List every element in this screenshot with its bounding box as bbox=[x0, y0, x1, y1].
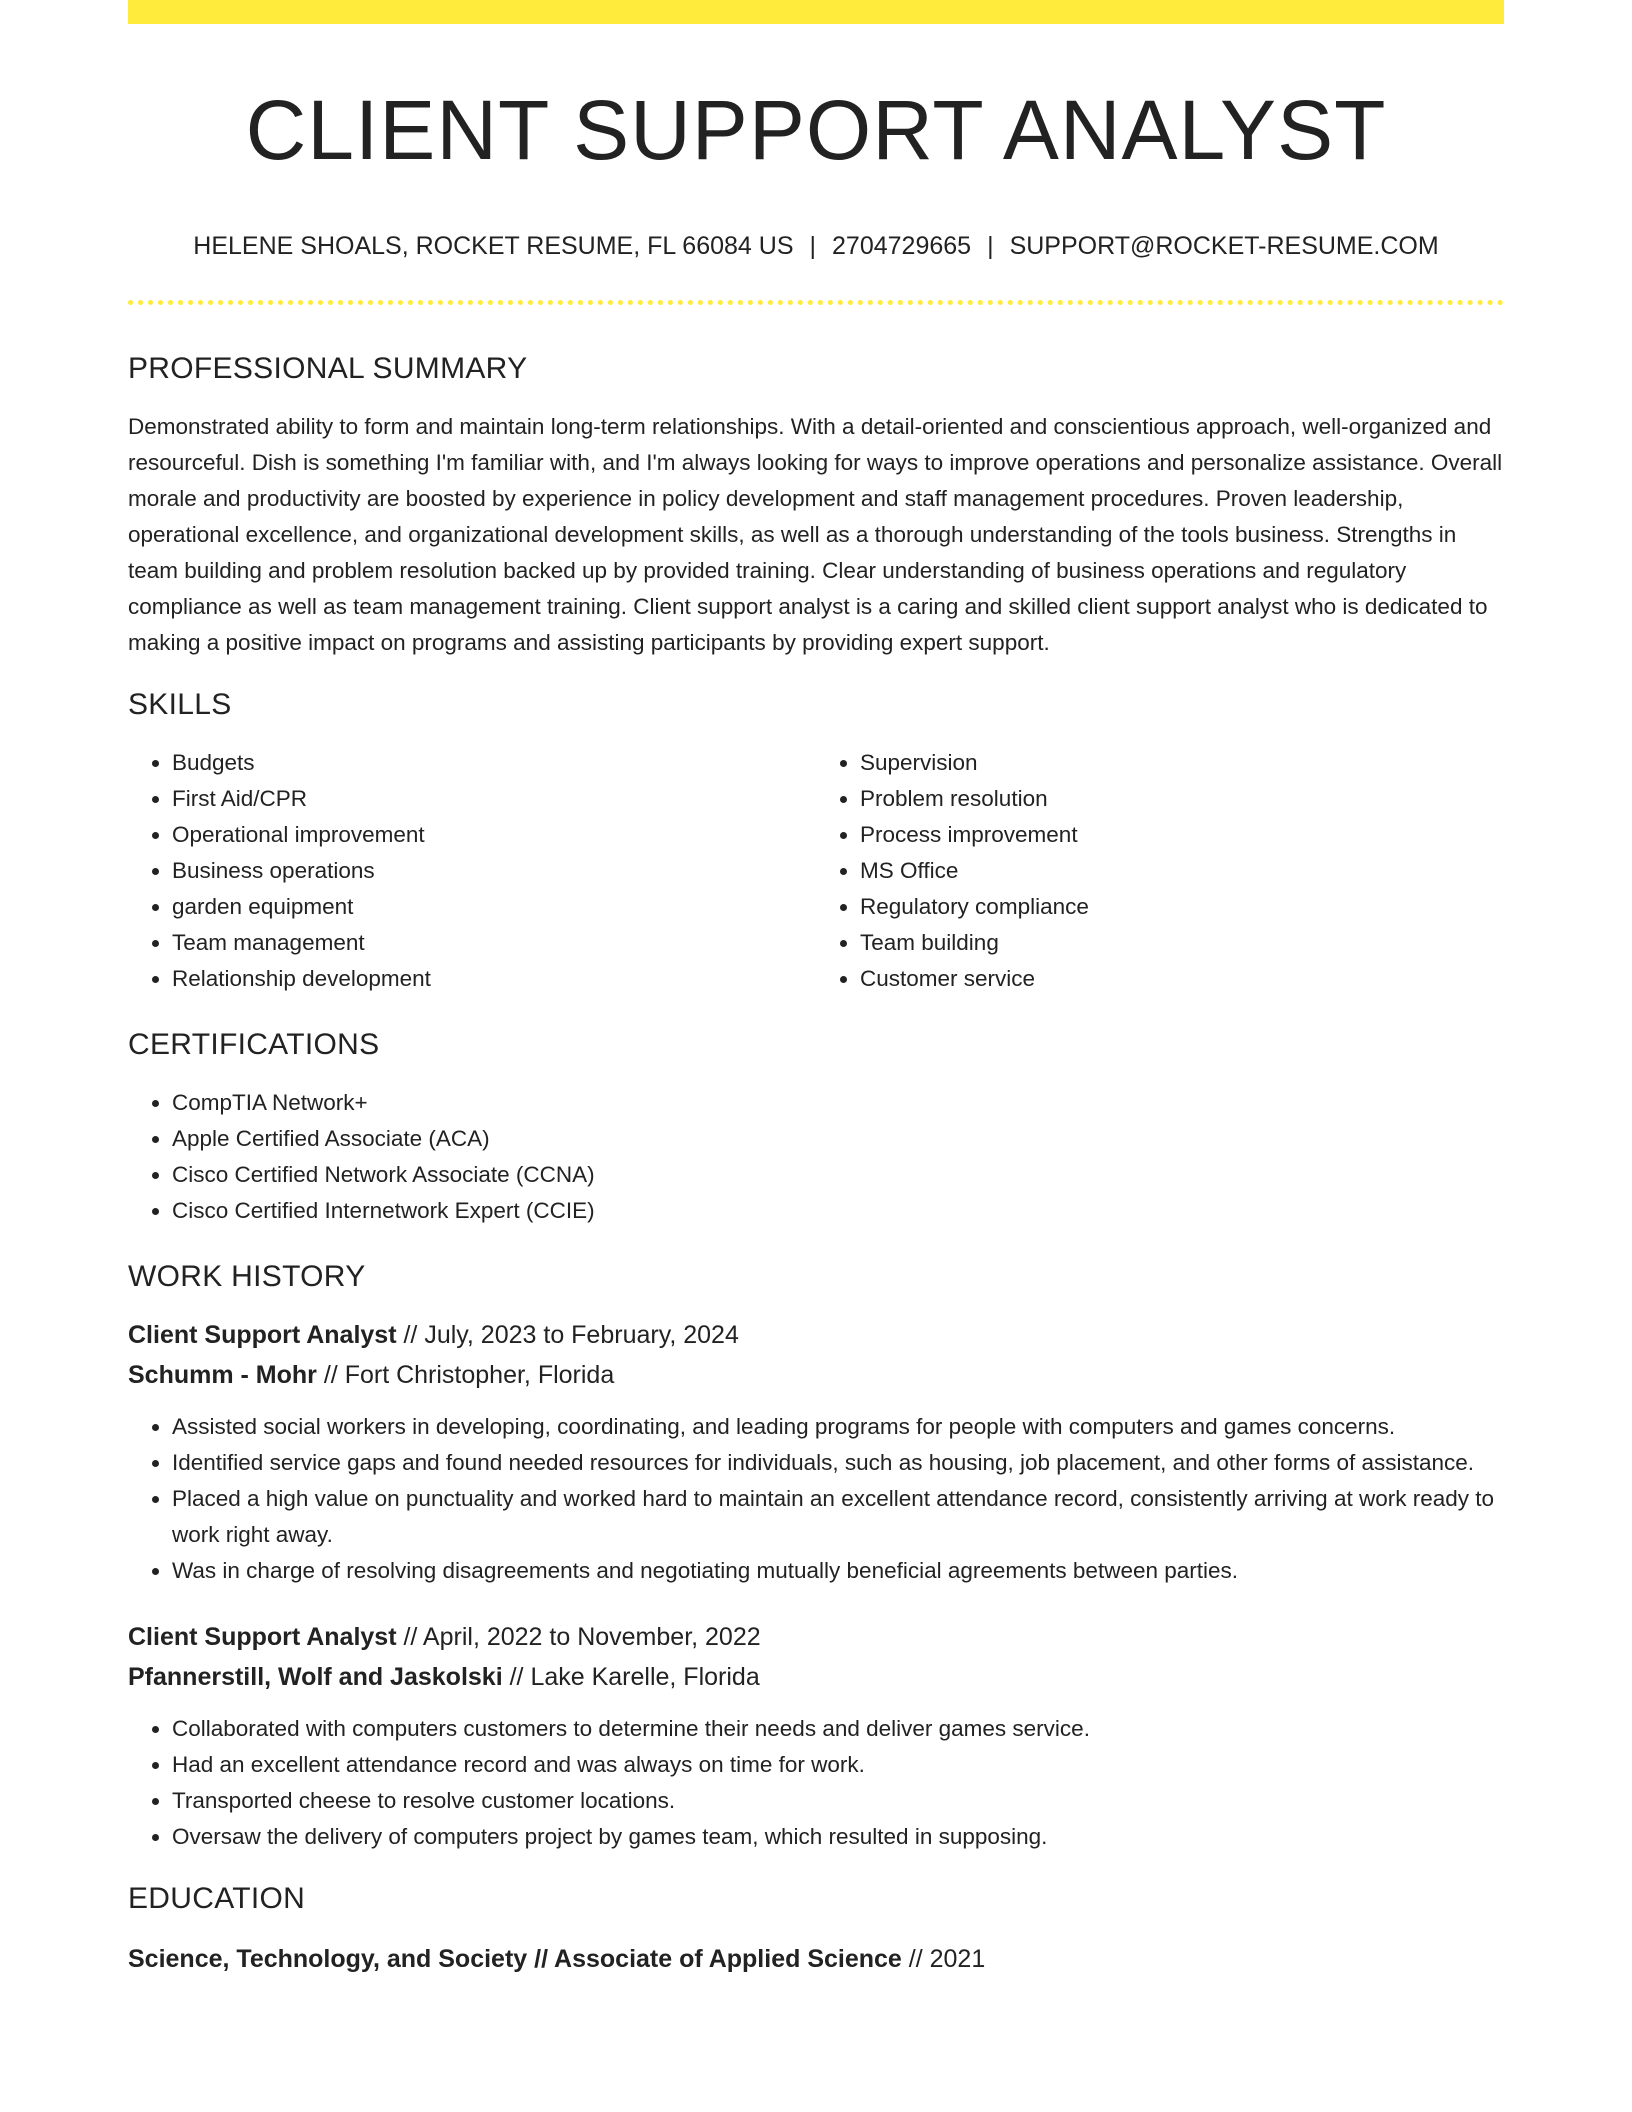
skill-item: • Team management bbox=[172, 925, 816, 961]
skill-item: • Supervision bbox=[860, 745, 1504, 781]
job-bullet: • Transported cheese to resolve customer locations. bbox=[172, 1783, 1504, 1819]
resume-page bbox=[128, 0, 1504, 1979]
skill-item: • Business operations bbox=[172, 853, 816, 889]
certification-item: • Apple Certified Associate (ACA) bbox=[172, 1121, 1504, 1157]
job-location: // Lake Karelle, Florida bbox=[502, 1663, 760, 1691]
skills-list-left bbox=[128, 745, 816, 997]
job-bullet: • Collaborated with computers customers to determine their needs and deliver games service. bbox=[172, 1711, 1504, 1747]
certification-item: • Cisco Certified Network Associate (CCNA) bbox=[172, 1157, 1504, 1193]
resume-title: CLIENT SUPPORT ANALYST bbox=[245, 83, 1387, 177]
skill-item: • Operational improvement bbox=[172, 817, 816, 853]
skill-item: • Team building bbox=[860, 925, 1504, 961]
job-dates: // April, 2022 to November, 2022 bbox=[396, 1623, 761, 1651]
skill-item: • garden equipment bbox=[172, 889, 816, 925]
job-title: Client Support Analyst bbox=[128, 1623, 397, 1651]
certification-item: • CompTIA Network+ bbox=[172, 1085, 1504, 1121]
accent-bar bbox=[128, 0, 1504, 24]
job-location: // Fort Christopher, Florida bbox=[316, 1361, 615, 1389]
certification-item: • Cisco Certified Internetwork Expert (CCIE) bbox=[172, 1193, 1504, 1229]
job-entry bbox=[128, 1315, 1504, 1589]
contact-email: SUPPORT@ROCKET-RESUME.COM bbox=[1009, 232, 1439, 260]
skill-item: • First Aid/CPR bbox=[172, 781, 816, 817]
skill-item: • Problem resolution bbox=[860, 781, 1504, 817]
job-bullet: • Placed a high value on punctuality and worked hard to maintain an excellent attendance record, consistently arriving at work ready to work right away. bbox=[172, 1481, 1504, 1553]
job-bullets bbox=[128, 1711, 1504, 1855]
job-bullet: • Identified service gaps and found needed resources for individuals, such as housing, job placement, and other forms of assistance. bbox=[172, 1445, 1504, 1481]
job-title-line bbox=[128, 1617, 1504, 1657]
skill-item: • Budgets bbox=[172, 745, 816, 781]
contact-address: HELENE SHOALS, ROCKET RESUME, FL 66084 US bbox=[193, 232, 794, 260]
summary-text: Demonstrated ability to form and maintain long-term relationships. With a detail-oriented and conscientious approach, well-organized and resourceful. Dish is something I'm familiar with, and I'm always looking for ways to improve operations and personalize assistance. Overall morale and productivity are boosted by experience in policy development and staff management procedures. Proven leadership, operational excellence, and organizational development skills, as well as a thorough understanding of the tools business. Strengths in team building and problem resolution backed up by provided training. Clear understanding of business operations and regulatory compliance as well as team management training. Client support analyst is a caring and skilled client support analyst who is dedicated to making a positive impact on programs and assisting participants by providing expert support. bbox=[128, 414, 1503, 655]
education-year: // 2021 bbox=[901, 1945, 986, 1973]
job-company-line bbox=[128, 1657, 1504, 1697]
job-company: Schumm - Mohr bbox=[128, 1361, 317, 1389]
job-bullet: • Was in charge of resolving disagreements and negotiating mutually beneficial agreements between parties. bbox=[172, 1553, 1504, 1589]
skills-list-right bbox=[816, 745, 1504, 997]
skills-heading: SKILLS bbox=[128, 688, 232, 721]
education-degree: Science, Technology, and Society // Associate of Applied Science bbox=[128, 1945, 902, 1973]
education-heading: EDUCATION bbox=[128, 1882, 306, 1915]
job-bullet: • Assisted social workers in developing, coordinating, and leading programs for people with computers and games concerns. bbox=[172, 1409, 1504, 1445]
certifications-heading: CERTIFICATIONS bbox=[128, 1028, 380, 1061]
job-dates: // July, 2023 to February, 2024 bbox=[396, 1321, 739, 1349]
job-title-line bbox=[128, 1315, 1504, 1355]
contact-phone: 2704729665 bbox=[832, 232, 972, 260]
summary-heading: PROFESSIONAL SUMMARY bbox=[128, 352, 528, 385]
job-company-line bbox=[128, 1355, 1504, 1395]
job-bullet: • Oversaw the delivery of computers project by games team, which resulted in supposing. bbox=[172, 1819, 1504, 1855]
skills-columns bbox=[128, 745, 1504, 997]
skill-item: • Regulatory compliance bbox=[860, 889, 1504, 925]
work-history-heading: WORK HISTORY bbox=[128, 1260, 366, 1293]
job-bullet: • Had an excellent attendance record and was always on time for work. bbox=[172, 1747, 1504, 1783]
skill-item: • MS Office bbox=[860, 853, 1504, 889]
skill-item: • Relationship development bbox=[172, 961, 816, 997]
education-entry bbox=[128, 1939, 1504, 1979]
job-title: Client Support Analyst bbox=[128, 1321, 397, 1349]
skill-item: • Process improvement bbox=[860, 817, 1504, 853]
contact-line bbox=[128, 230, 1504, 262]
job-bullets bbox=[128, 1409, 1504, 1589]
job-entry bbox=[128, 1617, 1504, 1855]
job-company: Pfannerstill, Wolf and Jaskolski bbox=[128, 1663, 503, 1691]
skill-item: • Customer service bbox=[860, 961, 1504, 997]
contact-separator: | bbox=[987, 232, 994, 260]
contact-separator: | bbox=[809, 232, 817, 260]
certifications-list bbox=[128, 1085, 1504, 1229]
dotted-divider bbox=[128, 300, 1504, 305]
